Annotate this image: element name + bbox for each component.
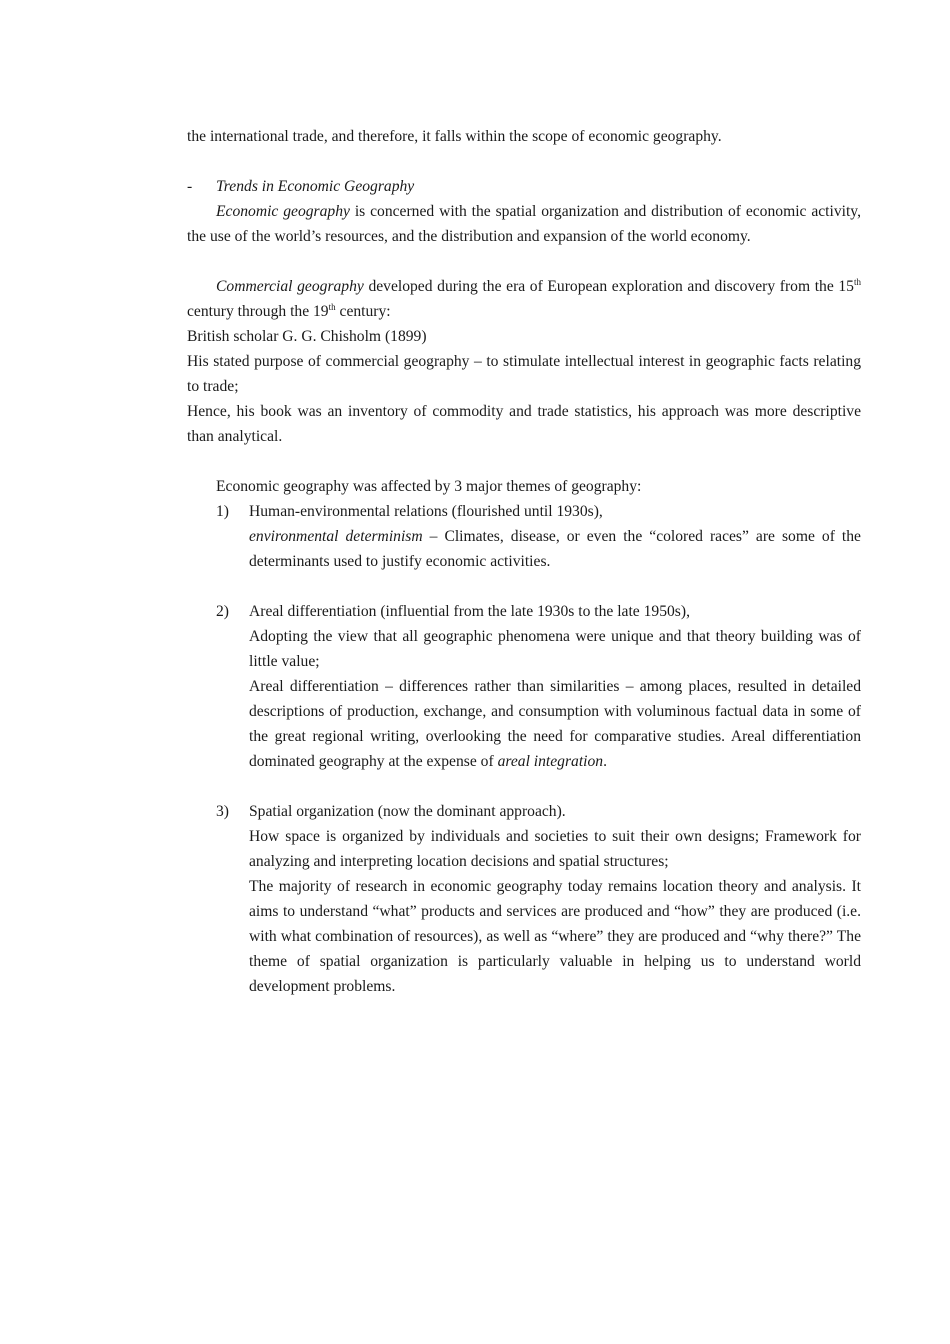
theme-item-1 [187, 499, 861, 524]
term-commercial-geography: Commercial geography [216, 278, 364, 295]
spacer [187, 249, 861, 274]
spatial-organization-paragraph-2: The majority of research in economic geography today remains location theory and analysis. It aims to understand “what” products and services are produced and “how” they are produced (i.e. with what combination of resources), as well as “where” they are produced and “why there?” The theme of spatial organization is particularly valuable in helping us to understand world development problems. [249, 878, 861, 995]
item-title: Human-environmental relations (flourished until 1930s), [249, 503, 603, 520]
continuation-paragraph: the international trade, and therefore, it falls within the scope of economic geography. [187, 128, 722, 145]
themes-intro: Economic geography was affected by 3 major themes of geography: [216, 478, 642, 495]
areal-differentiation-text: Areal differentiation – differences rather than similarities – among places, resulted in detailed descriptions of production, exchange, and consumption with voluminous factual data in some of the great regional writing, overlooking the need for comparative studies. Areal differentiation dominated geography at the expense of [249, 678, 861, 770]
spacer [187, 149, 861, 174]
bullet-dash: - [187, 178, 193, 195]
item-number: 1) [216, 503, 229, 520]
spacer [187, 774, 861, 799]
section-heading [187, 174, 861, 199]
stated-purpose-paragraph: His stated purpose of commercial geography – to stimulate intellectual interest in geographic facts relating to trade; [187, 353, 861, 395]
environmental-determinism-paragraph [187, 524, 861, 574]
economic-geography-paragraph [187, 199, 861, 249]
item-title: Spatial organization (now the dominant approach). [249, 803, 566, 820]
spacer [187, 574, 861, 599]
page-content [187, 124, 861, 999]
theme-item-2 [187, 599, 861, 624]
period: . [603, 753, 608, 770]
theme-item-3 [187, 799, 861, 824]
spacer [187, 449, 861, 474]
areal-view-paragraph: Adopting the view that all geographic phenomena were unique and that theory building was of little value; [249, 628, 861, 670]
term-environmental-determinism: environmental determinism [249, 528, 423, 545]
chisholm-line: British scholar G. G. Chisholm (1899) [187, 328, 427, 345]
commercial-geography-paragraph [187, 274, 861, 324]
areal-differentiation-paragraph [187, 674, 861, 774]
environmental-determinism-text: – Climates, disease, or even the “colored races” are some of the determinants used to justify economic activities. [249, 528, 861, 570]
item-number: 2) [216, 603, 229, 620]
superscript-th-2: th [328, 302, 336, 312]
superscript-th-1: th [853, 277, 861, 287]
inventory-paragraph: Hence, his book was an inventory of commodity and trade statistics, his approach was more descriptive than analytical. [187, 403, 861, 445]
section-heading-text: Trends in Economic Geography [216, 178, 415, 195]
term-areal-integration: areal integration [497, 753, 604, 770]
item-title: Areal differentiation (influential from the late 1930s to the late 1950s), [249, 603, 690, 620]
commercial-text-2: century through the 19 [187, 303, 329, 320]
spatial-organization-paragraph-1: How space is organized by individuals and societies to suit their own designs; Framework for analyzing and interpreting location decisions and spatial structures; [249, 828, 861, 870]
term-economic-geography: Economic geography [216, 203, 350, 220]
economic-geography-text: is concerned with the spatial organization and distribution of economic activity, the use of the world’s resources, and the distribution and expansion of the world economy. [187, 203, 861, 245]
commercial-text-1: developed during the era of European exploration and discovery from the 15 [363, 278, 854, 295]
item-number: 3) [216, 803, 229, 820]
commercial-text-3: century: [335, 303, 391, 320]
